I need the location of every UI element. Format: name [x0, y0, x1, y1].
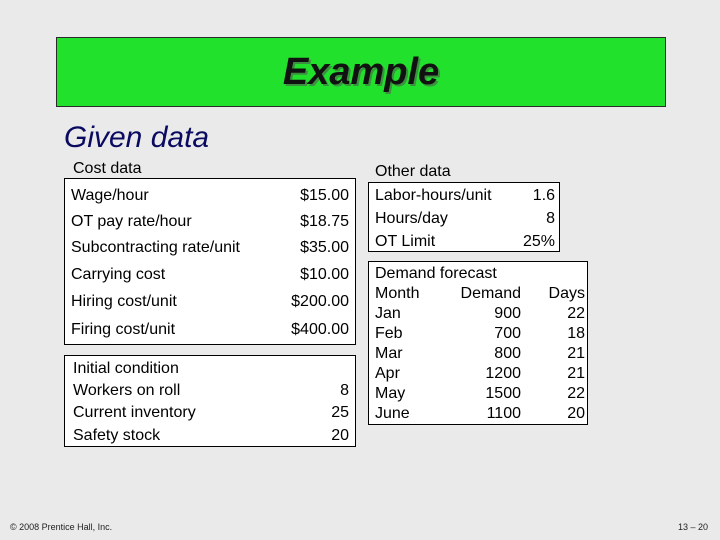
forecast-demand: 1100: [486, 405, 521, 422]
initial-row-label: Workers on roll: [73, 382, 181, 399]
cost-row-label: Firing cost/unit: [71, 321, 176, 338]
slide-subtitle: Given data: [64, 121, 210, 154]
cost-row-label: Hiring cost/unit: [71, 293, 177, 310]
cost-row-label: Subcontracting rate/unit: [71, 239, 240, 256]
cost-row-value: $35.00: [300, 239, 349, 256]
demand-forecast-label: Demand forecast: [375, 265, 497, 282]
initial-row-value: 8: [340, 382, 349, 399]
initial-row-value: 20: [331, 427, 349, 444]
forecast-demand: 1200: [485, 365, 521, 382]
cost-row-value: $200.00: [291, 293, 349, 310]
other-row-value: 25%: [522, 233, 555, 250]
forecast-demand: 900: [494, 305, 521, 322]
other-row-value: 8: [546, 210, 555, 227]
forecast-month: June: [375, 405, 410, 422]
page-number: 13 – 20: [677, 522, 708, 532]
initial-row-value: 25: [331, 404, 349, 421]
forecast-month: Apr: [375, 365, 400, 382]
forecast-days: 22: [567, 305, 585, 322]
forecast-demand: 1500: [485, 385, 521, 402]
cost-row-value: $18.75: [300, 213, 349, 230]
cost-data-label: Cost data: [73, 160, 142, 177]
cost-row-value: $15.00: [300, 187, 349, 204]
forecast-days: 22: [567, 385, 585, 402]
initial-row-label: Current inventory: [73, 404, 196, 421]
initial-condition-table: [64, 355, 356, 447]
other-row-label: Labor-hours/unit: [375, 187, 492, 204]
cost-row-label: OT pay rate/hour: [71, 213, 192, 230]
forecast-demand: 700: [494, 325, 521, 342]
forecast-header-days: Days: [548, 285, 585, 302]
forecast-days: 21: [567, 365, 585, 382]
forecast-days: 20: [567, 405, 585, 422]
forecast-month: May: [375, 385, 406, 402]
forecast-days: 18: [567, 325, 585, 342]
forecast-demand: 800: [494, 345, 521, 362]
forecast-header-demand: Demand: [460, 285, 521, 302]
demand-forecast-table: [368, 261, 588, 425]
initial-condition-label: Initial condition: [73, 360, 179, 377]
other-row-value: 1.6: [532, 187, 555, 204]
forecast-month: Jan: [375, 305, 401, 322]
title-banner: [56, 37, 666, 107]
forecast-header-month: Month: [375, 285, 420, 302]
cost-row-value: $400.00: [291, 321, 349, 338]
other-row-label: OT Limit: [375, 233, 436, 250]
forecast-month: Feb: [375, 325, 403, 342]
cost-data-table: [64, 178, 356, 345]
other-data-label: Other data: [375, 163, 451, 180]
other-data-table: [368, 182, 560, 252]
other-row-label: Hours/day: [375, 210, 448, 227]
forecast-days: 21: [567, 345, 585, 362]
slide-title: Example: [282, 50, 440, 93]
copyright-footer: © 2008 Prentice Hall, Inc.: [10, 522, 113, 532]
forecast-month: Mar: [375, 345, 403, 362]
cost-row-value: $10.00: [300, 266, 349, 283]
cost-row-label: Wage/hour: [71, 187, 149, 204]
initial-row-label: Safety stock: [73, 427, 161, 444]
cost-row-label: Carrying cost: [71, 266, 166, 283]
